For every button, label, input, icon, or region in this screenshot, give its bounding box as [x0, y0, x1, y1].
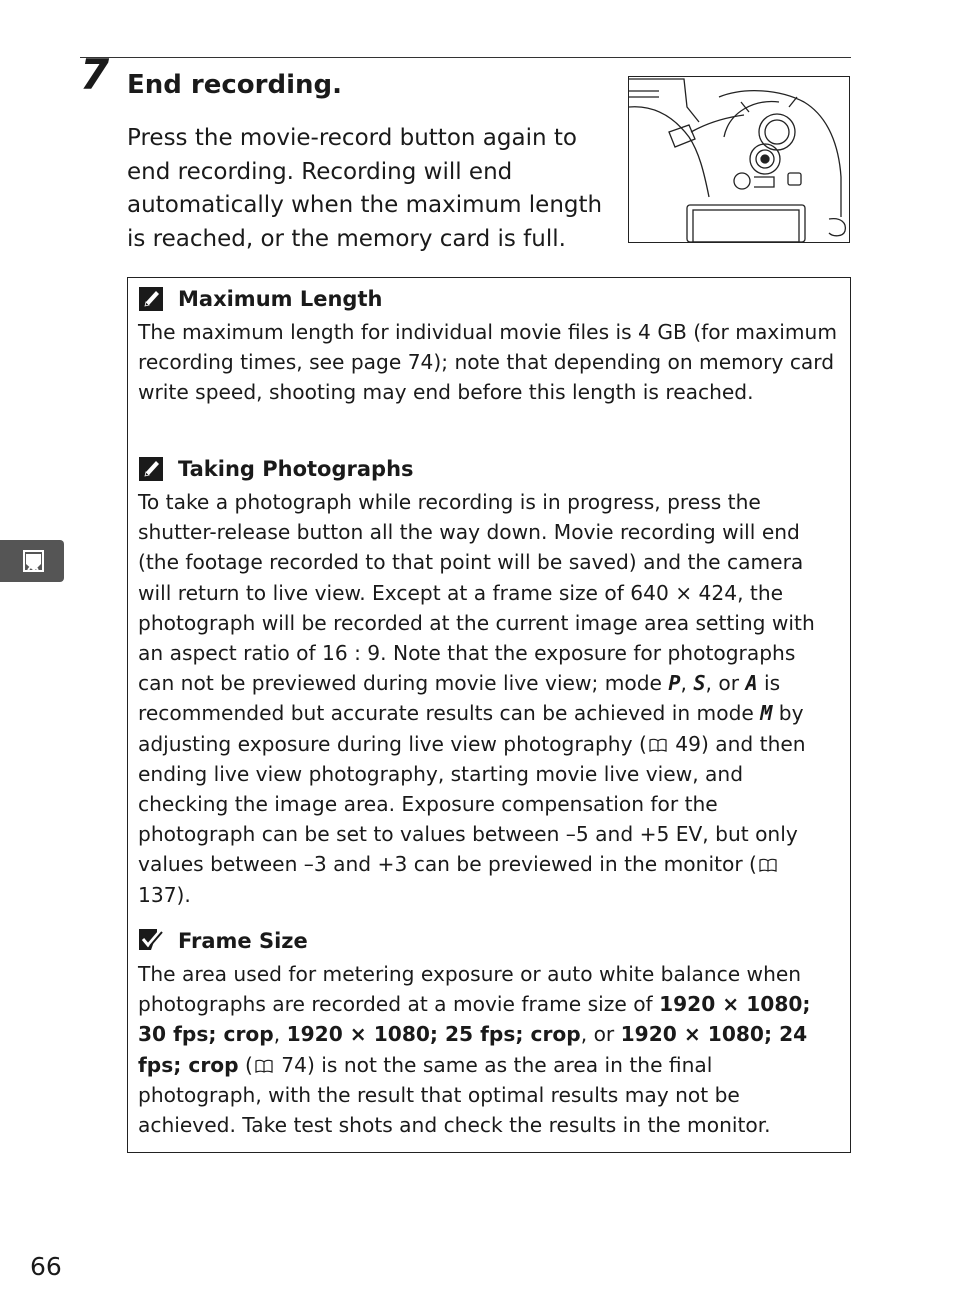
note-frame-size [138, 926, 838, 1140]
note-taking-photographs [138, 454, 838, 910]
movie-camera-icon [0, 567, 64, 586]
step-number: 7 [80, 50, 110, 99]
note-body: The area used for metering exposure or auto white balance when photographs are recorded at a movie frame size of 1920 × 1080; 30 fps; crop, 1920 × 1080; 25 fps; crop, or 1920 × 1080; 24 fps; crop ( 74) is not the same as the area in the final photograph, with the result that optimal results may not be achieved. Take test shots and check the results in the monitor. [138, 962, 811, 1138]
mode-p-glyph: P [668, 671, 681, 696]
page-reference-icon [759, 850, 777, 864]
page-reference-icon [649, 730, 667, 744]
note-body: To take a photograph while recording is in progress, press the shutter-release button all the way down. Movie recording will end (the footage recorded to that point will be saved) and the camera will return to live view. Except at a frame size of 640 × 424, the photograph will be recorded at the current image area setting with an aspect ratio of 16 : 9. Note that the exposure for photographs can not be previewed during movie live view; mode P, S, or A is recommended but accurate results can be achieved in mode M by adjusting exposure during live view photography ( 49) and then ending live view photography, starting movie live view, and checking the image area. Exposure compensation for the photograph can be set to values between –5 and +5 EV, but only values between –3 and +3 can be previewed in the monitor ( 137). [138, 490, 815, 907]
note-title: Maximum Length [178, 287, 383, 311]
section-tab [0, 540, 64, 582]
pencil-note-icon [138, 456, 164, 482]
note-title: Taking Photographs [178, 457, 414, 481]
camera-movie-record-button-illustration [628, 76, 850, 243]
mode-a-glyph: A [745, 671, 758, 696]
note-body: The maximum length for individual movie files is 4 GB (for maximum recording times, see page 74); note that depending on memory card write speed, shooting may end before this length is reached. [138, 320, 837, 405]
notes-box [127, 277, 851, 1153]
step-body: Press the movie-record button again to end recording. Recording will end automatically when the maximum length is reached, or the memory card is full. [127, 125, 603, 253]
pencil-note-icon [138, 286, 164, 312]
page-number: 66 [30, 1252, 62, 1281]
mode-m-glyph: M [760, 701, 773, 726]
page-reference-icon [255, 1051, 273, 1065]
note-maximum-length [138, 284, 838, 408]
mode-s-glyph: S [693, 671, 706, 696]
note-title: Frame Size [178, 929, 308, 953]
caution-check-icon [138, 928, 164, 954]
step-title: End recording. [127, 70, 343, 100]
top-rule [80, 57, 851, 58]
